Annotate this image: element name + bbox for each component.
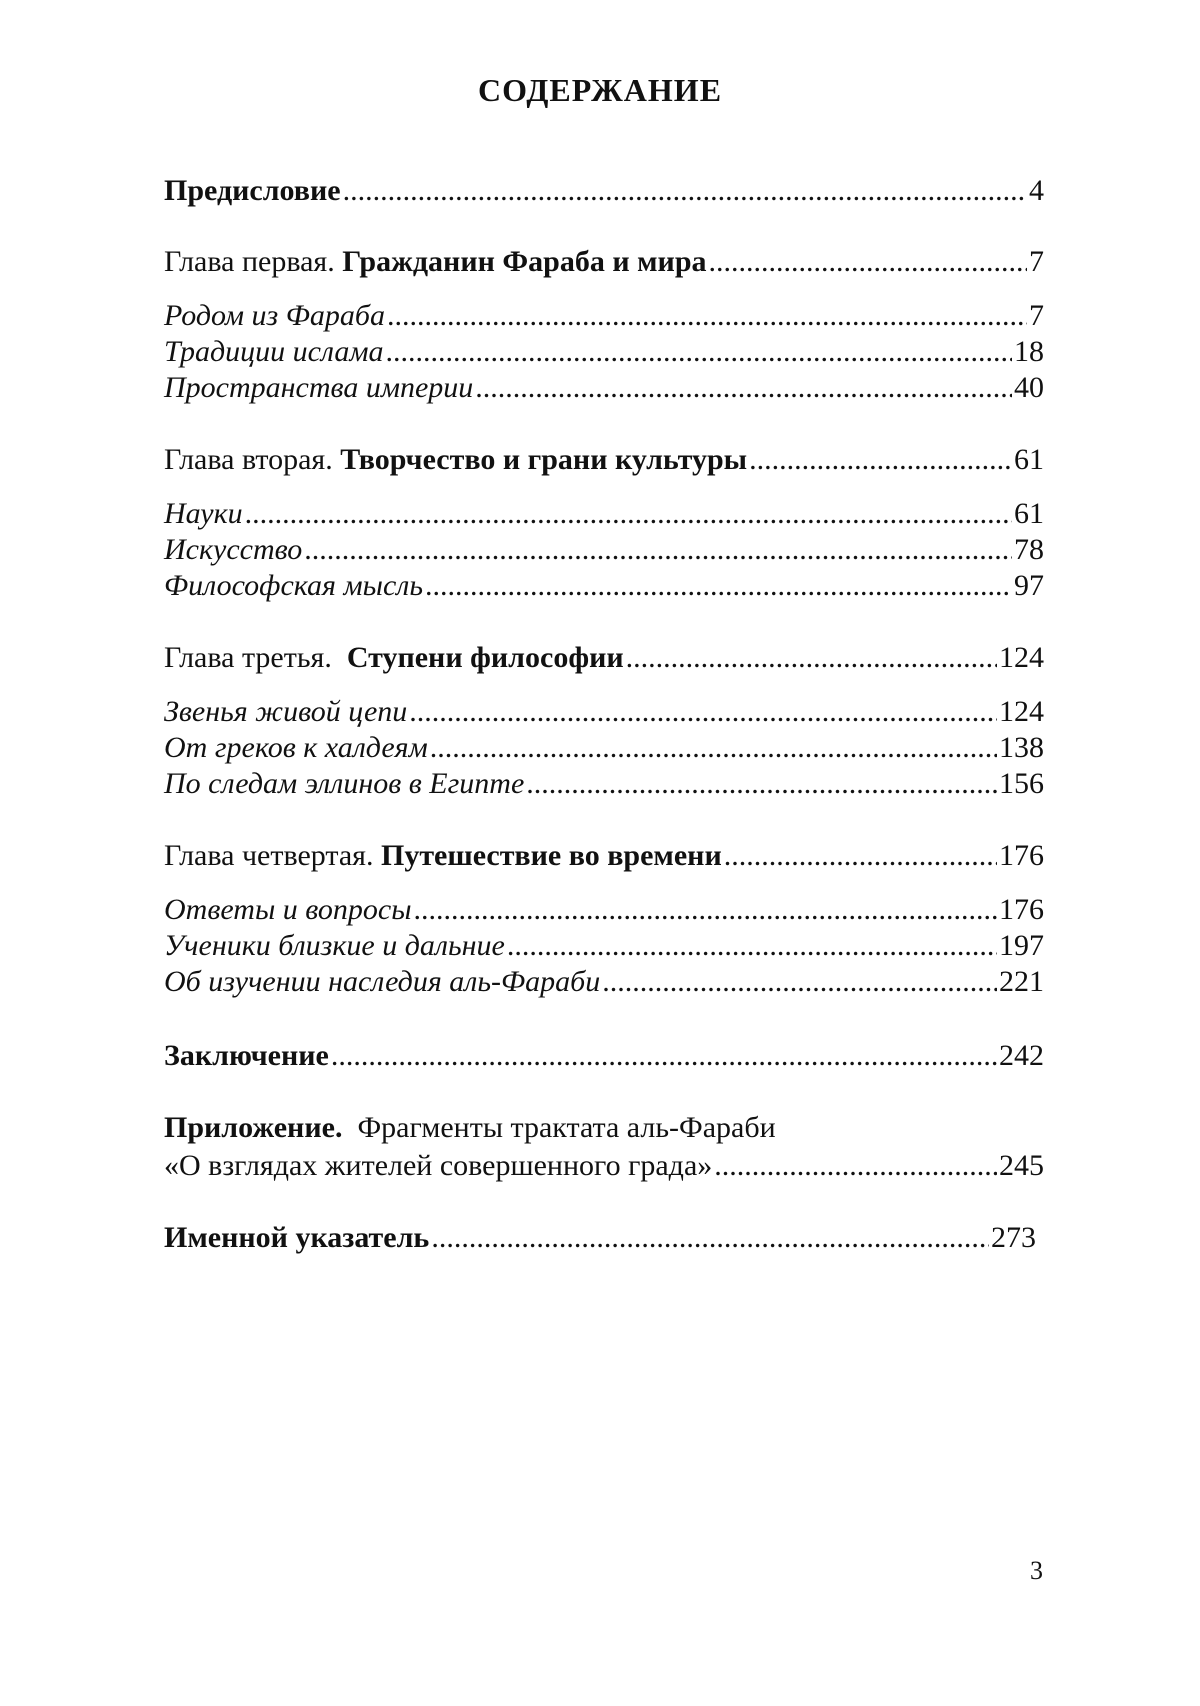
page-title: СОДЕРЖАНИЕ	[477, 72, 723, 108]
toc-entry-appendix-line1[interactable]	[164, 1110, 776, 1146]
toc-entry-title: По следам эллинов в Египте	[164, 767, 525, 800]
dot-leader	[425, 568, 1012, 604]
toc-page-number: 97	[1014, 569, 1044, 602]
toc-entry-section[interactable]	[164, 928, 1044, 964]
chapter-label: Глава вторая.	[164, 443, 341, 476]
toc-entry-section[interactable]	[164, 334, 1044, 370]
toc-page-number: 124	[999, 641, 1044, 674]
dot-leader	[331, 1038, 997, 1074]
toc-page-number: 176	[999, 893, 1044, 926]
toc-entry-title: Пространства империи	[164, 371, 474, 404]
toc-page-number: 78	[1014, 533, 1044, 566]
toc-entry-section[interactable]	[164, 298, 1044, 334]
toc-page-number: 156	[999, 767, 1044, 800]
dot-leader	[709, 244, 1027, 280]
dot-leader	[626, 640, 997, 676]
appendix-label: Приложение.	[164, 1111, 343, 1144]
toc-entry-title: Путешествие во времени	[380, 839, 722, 872]
toc-entry-section[interactable]	[164, 532, 1044, 568]
toc-page-number: 138	[999, 731, 1044, 764]
toc-entry-title: Гражданин Фараба и мира	[342, 245, 707, 278]
dot-leader	[507, 928, 997, 964]
toc-entry-index[interactable]	[164, 1220, 1036, 1256]
toc-page-number: 176	[999, 839, 1044, 872]
toc-page-number: 124	[999, 695, 1044, 728]
dot-leader	[602, 964, 997, 1000]
toc-page-number: 61	[1014, 497, 1044, 530]
toc-entry-section[interactable]	[164, 370, 1044, 406]
toc-entry-section[interactable]	[164, 892, 1044, 928]
toc-page-number: 40	[1014, 371, 1044, 404]
toc-entry-title: Ученики близкие и дальние	[164, 929, 505, 962]
appendix-title-line1: Фрагменты трактата аль-Фараби	[357, 1111, 776, 1144]
dot-leader	[414, 892, 997, 928]
toc-entry-title: Об изучении наследия аль-Фараби	[164, 965, 601, 998]
dot-leader	[475, 370, 1012, 406]
toc-page-number: 4	[1029, 174, 1044, 207]
toc-entry-title: Ответы и вопросы	[164, 893, 412, 926]
toc-page-number: 18	[1014, 335, 1044, 368]
toc-entry-title: Именной указатель	[164, 1221, 430, 1254]
dot-leader	[304, 532, 1012, 568]
page-number: 3	[1030, 1556, 1043, 1585]
toc-entry-section[interactable]	[164, 694, 1044, 730]
dot-leader	[714, 1148, 997, 1184]
toc-entry-section[interactable]	[164, 730, 1044, 766]
toc-entry-title: Науки	[164, 497, 243, 530]
dot-leader	[430, 730, 997, 766]
toc-page-number: 242	[999, 1039, 1044, 1072]
toc-entry-appendix-line2[interactable]	[164, 1148, 1044, 1184]
toc-entry-section[interactable]	[164, 964, 1044, 1000]
toc-entry-title: Ступени философии	[346, 641, 624, 674]
toc-page-number: 245	[999, 1149, 1044, 1182]
toc-entry-preface[interactable]	[164, 173, 1044, 209]
toc-entry-section[interactable]	[164, 496, 1044, 532]
chapter-label: Глава первая.	[164, 245, 343, 278]
dot-leader	[431, 1220, 989, 1256]
chapter-label: Глава четвертая.	[164, 839, 381, 872]
toc-entry-title: Предисловие	[164, 174, 341, 207]
toc-page-number: 7	[1029, 299, 1044, 332]
chapter-label: Глава третья.	[164, 641, 347, 674]
toc-entry-title: Родом из Фараба	[164, 299, 385, 332]
toc-entry-title: Искусство	[164, 533, 303, 566]
toc-entry-chapter-2[interactable]	[164, 442, 1044, 478]
appendix-title-line2: «О взглядах жителей совершенного града»	[164, 1149, 713, 1182]
toc-entry-title: Звенья живой цепи	[164, 695, 408, 728]
dot-leader	[724, 838, 997, 874]
toc-entry-section[interactable]	[164, 766, 1044, 802]
toc-entry-chapter-1[interactable]	[164, 244, 1044, 280]
toc-page-number: 197	[999, 929, 1044, 962]
toc-entry-title: Философская мысль	[164, 569, 423, 602]
toc-entry-chapter-3[interactable]	[164, 640, 1044, 676]
toc-page-number: 7	[1029, 245, 1044, 278]
toc-entry-section[interactable]	[164, 568, 1044, 604]
toc-page-number: 273	[991, 1221, 1036, 1254]
dot-leader	[749, 442, 1012, 478]
toc-entry-title: Традиции ислама	[164, 335, 384, 368]
toc-entry-conclusion[interactable]	[164, 1038, 1044, 1074]
toc-page-number: 221	[999, 965, 1044, 998]
toc-entry-title: Заключение	[164, 1039, 329, 1072]
toc-page-number: 61	[1014, 443, 1044, 476]
toc-entry-chapter-4[interactable]	[164, 838, 1044, 874]
dot-leader	[386, 334, 1012, 370]
toc-entry-title: Творчество и грани культуры	[340, 443, 748, 476]
dot-leader	[526, 766, 997, 802]
dot-leader	[409, 694, 997, 730]
toc-entry-title: От греков к халдеям	[164, 731, 428, 764]
dot-leader	[387, 298, 1027, 334]
dot-leader	[343, 173, 1027, 209]
dot-leader	[245, 496, 1012, 532]
